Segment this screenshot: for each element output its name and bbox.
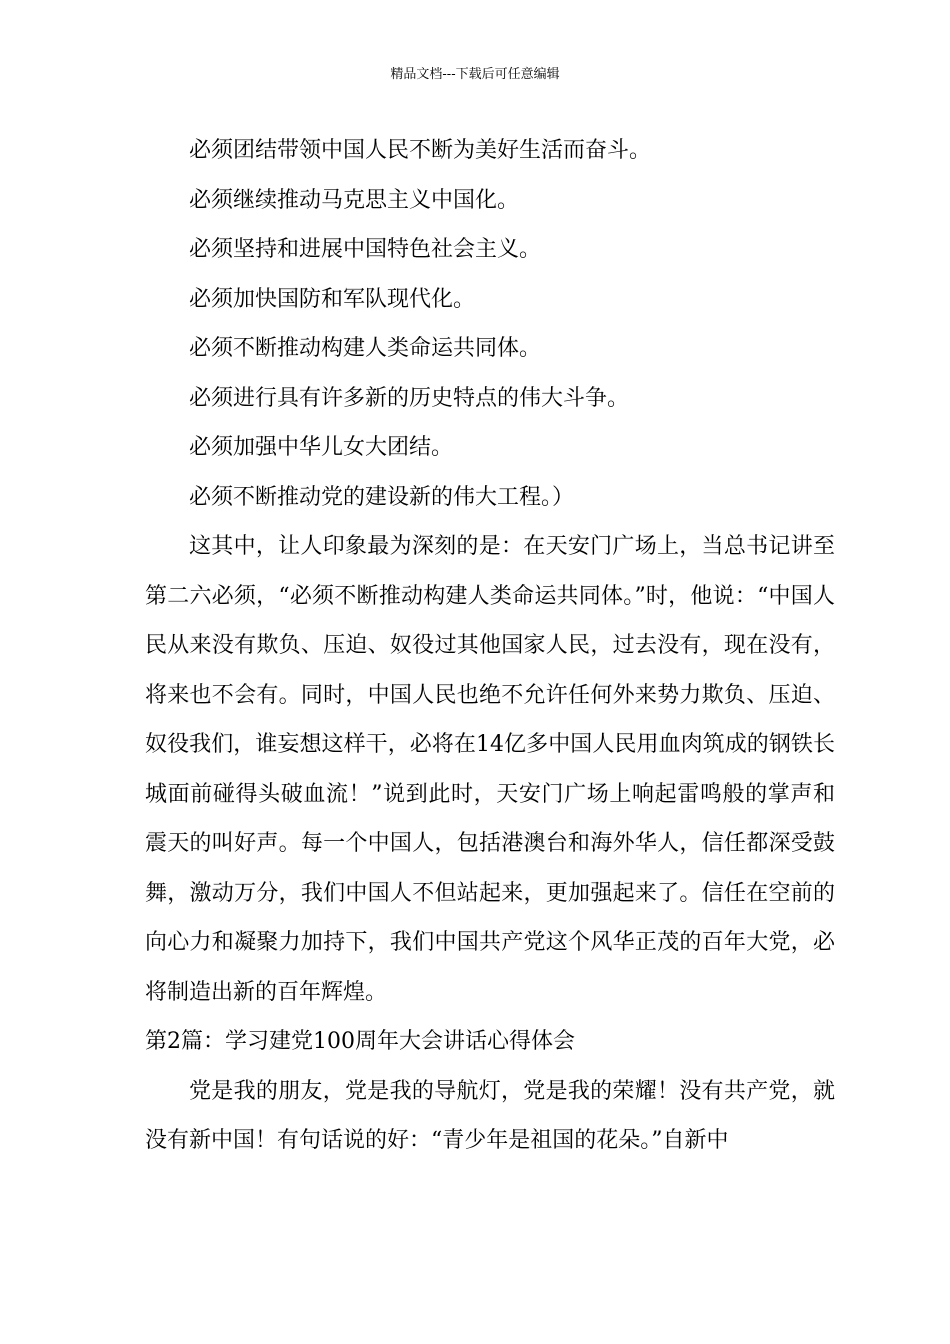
list-item: 必须继续推动马克思主义中国化。	[189, 187, 520, 213]
page-header: 精品文档---下载后可任意编辑	[390, 67, 560, 82]
section-heading: 第2篇：学习建党100周年大会讲话心得体会	[145, 1029, 575, 1054]
list-item: 必须加快国防和军队现代化。	[189, 286, 476, 312]
list-item: 必须不断推动党的建设新的伟大工程。）	[189, 484, 575, 510]
body-paragraph: 这其中，让人印象最为深刻的是：在天安门广场上，当总书记讲至第二六必须，“必须不断推动构建人类命运共同体。”时，他说：“中国人民从来没有欺负、压迫、奴役过其他国家人民，过去没有，现在没有，将来也不会有。同时，中国人民也绝不允许任何外来势力欺负、压迫、奴役我们，谁妄想这样干，必将在14亿多中国人民用血肉筑成的钢铁长城面前碰得头破血流！”说到此时，天安门广场上响起雷鸣般的掌声和震天的叫好声。每一个中国人，包括港澳台和海外华人，信任都深受鼓舞，激动万分，我们中国人不但站起来，更加强起来了。信任在空前的向心力和凝聚力加持下，我们中国共产党这个风华正茂的百年大党，必将制造出新的百年辉煌。	[145, 534, 835, 1005]
list-item: 必须进行具有许多新的历史特点的伟大斗争。	[189, 385, 630, 411]
list-item: 必须团结带领中国人民不断为美好生活而奋斗。	[189, 138, 652, 163]
list-item: 必须加强中华儿女大团结。	[189, 435, 454, 460]
document-body	[145, 126, 835, 1166]
body-paragraph: 党是我的朋友，党是我的导航灯，党是我的荣耀！没有共产党，就没有新中国！有句话说的好：“青少年是祖国的花朵。”自新中	[145, 1078, 835, 1153]
list-item: 必须不断推动构建人类命运共同体。	[189, 336, 542, 361]
list-item: 必须坚持和进展中国特色社会主义。	[189, 237, 542, 262]
